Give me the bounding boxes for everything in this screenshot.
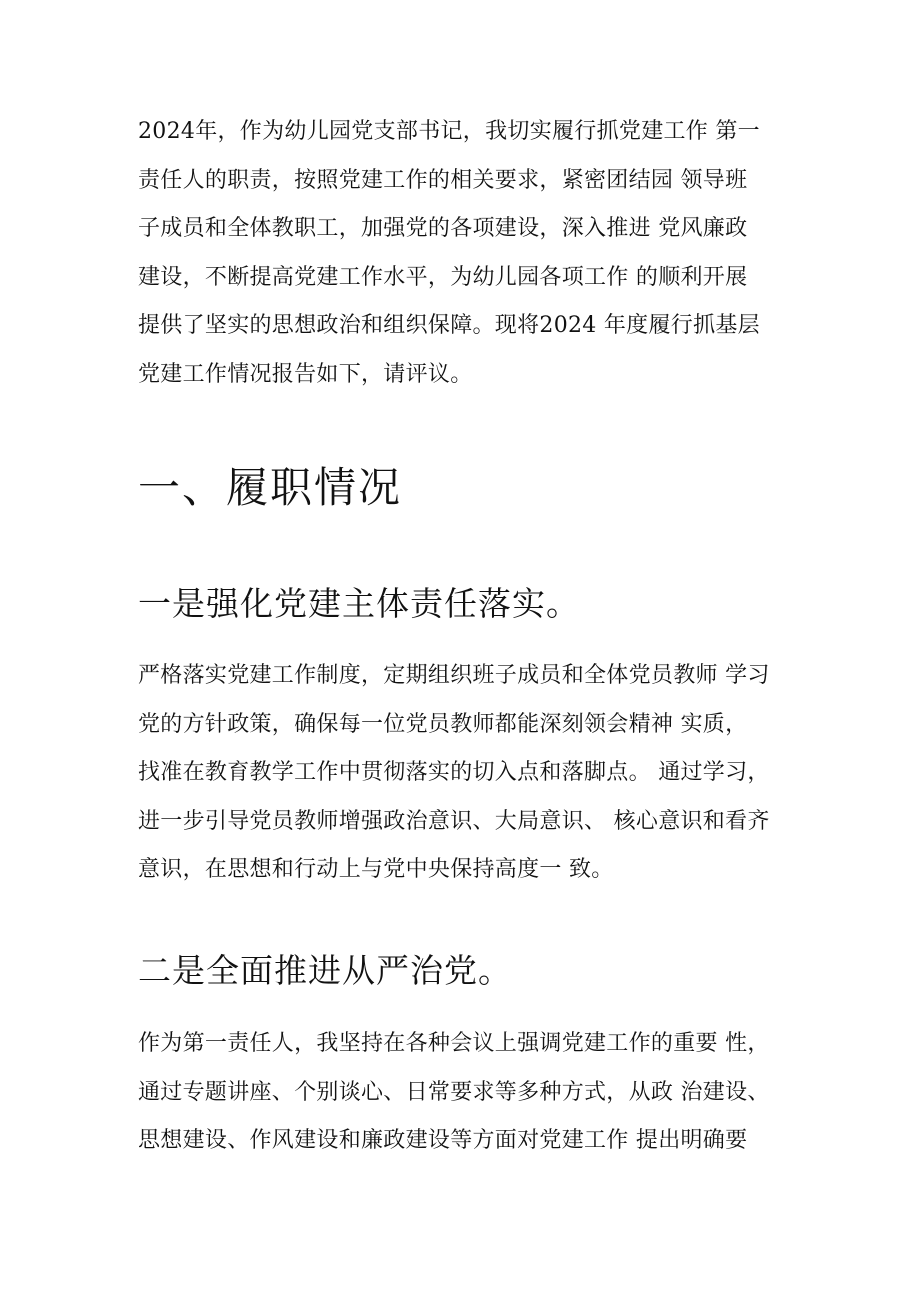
- text-line: 建设，不断提高党建工作水平，为幼儿园各项工作 的顺利开展: [138, 264, 748, 290]
- text-line: 党的方针政策，确保每一位党员教师都能深刻领会精神 实质，: [138, 711, 748, 737]
- text-line: 思想建设、作风建设和廉政建设等方面对党建工作 提出明确要: [138, 1128, 748, 1153]
- subsection-heading: 一是强化党建主体责任落实。: [138, 584, 580, 623]
- text-line: 2024年，作为幼儿园党支部书记，我切实履行抓党建工作 第一: [138, 119, 760, 144]
- subsection-paragraph: [138, 652, 818, 895]
- subsection-heading: 二是全面推进从严治党。: [138, 951, 512, 990]
- text-line: 找准在教育教学工作中贯彻落实的切入点和落脚点。 通过学习，: [138, 760, 770, 785]
- text-line: 党建工作情况报告如下，请评议。: [138, 361, 473, 387]
- text-line: 子成员和全体教职工，加强党的各项建设，深入推进 党风廉政: [138, 216, 748, 241]
- text-line: 严格落实党建工作制度，定期组织班子成员和全体党员教师 学习: [138, 663, 770, 688]
- text-line: 责任人的职责，按照党建工作的相关要求，紧密团结园 领导班: [138, 167, 748, 193]
- text-line: 意识，在思想和行动上与党中央保持高度一 致。: [138, 857, 614, 882]
- text-line: 提供了坚实的思想政治和组织保障。现将2024 年度履行抓基层: [138, 313, 760, 338]
- intro-paragraph: [138, 108, 818, 399]
- text-line: 通过专题讲座、个别谈心、日常要求等多种方式，从政 治建设、: [138, 1079, 770, 1105]
- text-line: 进一步引导党员教师增强政治意识、大局意识、 核心意识和看齐: [138, 808, 770, 834]
- subsection-paragraph: [138, 1020, 818, 1166]
- text-line: 作为第一责任人，我坚持在各种会议上强调党建工作的重要 性，: [138, 1031, 770, 1056]
- section-heading: 一、履职情况: [138, 463, 403, 512]
